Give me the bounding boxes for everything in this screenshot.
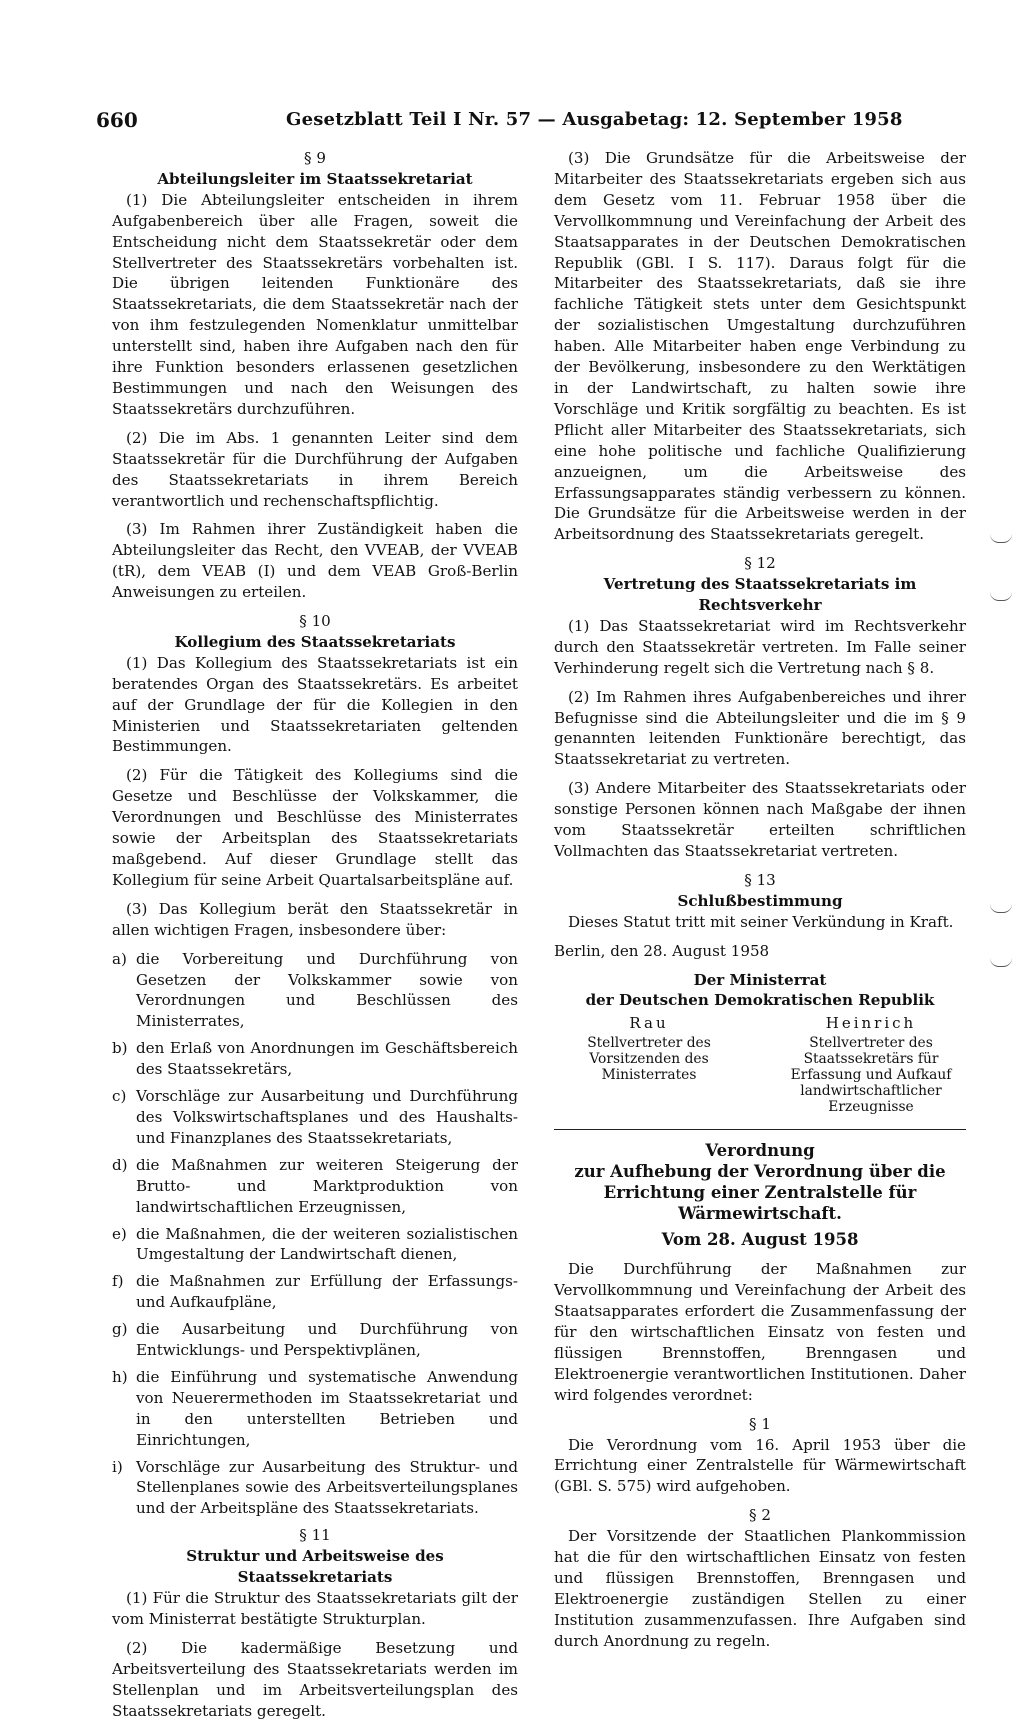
section-9-title: Abteilungsleiter im Staatssekretariat <box>157 169 473 188</box>
decree-intro: Die Durchführung der Maßnahmen zur Vervollkommnung und Vereinfachung der Arbeit des Staatsapparates erfordert die Zusammenfassung der für den wirtschaftlichen Einsatz von festen und flüssigen Brennstoffen, Brenngasen und Elektroenergie verantwortlichen Institutionen. Daher wird folgendes verordnet: <box>554 1260 966 1404</box>
section-11-paragraph-1: (1) Für die Struktur des Staatssekretariats gilt der vom Ministerrat bestätigte Strukturplan. <box>112 1589 518 1628</box>
list-item <box>112 1038 518 1080</box>
decree-section-1-number: § 1 <box>749 1414 771 1433</box>
list-item <box>112 1457 518 1520</box>
list-item <box>112 1086 518 1149</box>
signature-authority-line-2: der Deutschen Demokratischen Republik <box>585 991 935 1010</box>
section-12-paragraph-3: (3) Andere Mitarbeiter des Staatssekretariats oder sonstige Personen können nach Maßgabe der ihnen vom Staatssekretär erteilten schriftlichen Vollmachten das Staatssekretariat vertreten. <box>554 779 966 860</box>
list-item-label: h) <box>112 1367 128 1386</box>
margin-mark <box>990 534 1012 543</box>
list-item-label: g) <box>112 1320 128 1339</box>
decree-section-2-number: § 2 <box>749 1506 771 1525</box>
section-12-paragraph-1: (1) Das Staatssekretariat wird im Rechtsverkehr durch den Staatssekretär vertreten. Im Falle seiner Verhinderung regelt sich die Vertretung nach § 8. <box>554 616 966 677</box>
list-item-label: d) <box>112 1155 128 1174</box>
list-item-text: den Erlaß von Anordnungen im Geschäftsbereich des Staatssekretärs, <box>136 1039 518 1079</box>
decree-subtitle: zur Aufhebung der Verordnung über die Errichtung einer Zentralstelle für Wärmewirtschaft. <box>574 1162 946 1224</box>
section-10-paragraph-2: (2) Für die Tätigkeit des Kollegiums sind die Gesetze und Beschlüsse der Volkskammer, die Verordnungen und Beschlüsse des Ministerrates sowie der Arbeitsplan des Staatssekretariats maßgebend. Auf dieser Grundlage stellt das Kollegium für seine Arbeit Quartalsarbeitspläne auf. <box>112 766 518 889</box>
list-item-label: e) <box>112 1224 127 1243</box>
list-item-text: die Einführung und systematische Anwendung von Neuerermethoden im Staatssekretariat und in den unterstellten Betrieben und Einrichtungen, <box>136 1367 518 1449</box>
list-item <box>112 1271 518 1313</box>
list-item-label: b) <box>112 1039 128 1058</box>
list-item <box>112 1367 518 1451</box>
place-and-date: Berlin, den 28. August 1958 <box>554 941 770 960</box>
list-item-text: die Maßnahmen zur weiteren Steigerung der Brutto- und Marktproduktion von landwirtschaftlichen Erzeugnissen, <box>136 1155 518 1216</box>
section-13-title: Schlußbestimmung <box>677 891 843 910</box>
section-13-paragraph: Dieses Statut tritt mit seiner Verkündung in Kraft. <box>568 912 954 931</box>
section-9-paragraph-3: (3) Im Rahmen ihrer Zuständigkeit haben die Abteilungsleiter das Recht, den VVEAB, der VVEAB (tR), dem VEAB (I) und dem VEAB Groß-Berlin Anweisungen zu erteilen. <box>112 520 518 602</box>
list-item-text: die Maßnahmen zur Erfüllung der Erfassungs- und Aufkaufpläne, <box>136 1272 518 1312</box>
section-11-number: § 11 <box>299 1526 331 1545</box>
section-11-paragraph-3: (3) Die Grundsätze für die Arbeitsweise der Mitarbeiter des Staatssekretariats ergeben sich aus dem Gesetz vom 11. Februar 1958 über die Vervollkommnung und Vereinfachung der Arbeit des Staatsapparates in der Deutschen Demokratischen Republik (GBl. I S. 117). Daraus folgt für die Mitarbeiter des Staatssekretariats, daß sie ihre fachliche Tätigkeit stets unter dem Gesichtspunkt der sozialistischen Umgestaltung durchzuführen haben. Alle Mitarbeiter haben enge Verbindung zu der Bevölkerung, insbesondere zu den Werktätigen in der Landwirtschaft, zu halten sowie ihre Vorschläge und Kritik sorgfältig zu beachten. Es ist Pflicht aller Mitarbeiter des Staatssekretariats, sich eine hohe politische und fachliche Qualifizierung anzueignen, um die Arbeitsweise des Erfassungsapparates ständig verbessern zu können. Die Grundsätze für die Arbeitsweise werden in der Arbeitsordnung des Staatssekretariats geregelt. <box>554 149 966 544</box>
decree-title: Verordnung <box>705 1141 815 1161</box>
list-item-text: die Ausarbeitung und Durchführung von Entwicklungs- und Perspektivplänen, <box>136 1320 518 1360</box>
signature-right <box>776 1015 966 1115</box>
margin-mark <box>990 592 1012 601</box>
signatory-name-right: Heinrich <box>825 1014 917 1033</box>
signatory-name-left: Rau <box>629 1014 669 1033</box>
signatory-role-right: Stellvertreter des Staatssekretärs für Erfassung und Aufkauf landwirtschaftlicher Erzeugnisse <box>790 1035 952 1116</box>
section-12-number: § 12 <box>744 554 776 573</box>
page-number: 660 <box>96 108 138 132</box>
decree-section-1-text: Die Verordnung vom 16. April 1953 über die Errichtung einer Zentralstelle für Wärmewirtschaft (GBl. S. 575) wird aufgehoben. <box>554 1435 966 1496</box>
section-11-title: Struktur und Arbeitsweise des Staatssekretariats <box>186 1547 444 1587</box>
signature-authority-line-1: Der Ministerrat <box>693 970 827 989</box>
section-13-number: § 13 <box>744 870 776 889</box>
section-12-title: Vertretung des Staatssekretariats im Rechtsverkehr <box>603 575 917 615</box>
section-9-paragraph-1: (1) Die Abteilungsleiter entscheiden in ihrem Aufgabenbereich über alle Fragen, soweit die Entscheidung nicht dem Staatssekretär oder dem Stellvertreter des Staatssekretärs vorbehalten ist. Die übrigen leitenden Funktionäre des Staatssekretariats, die dem Staatssekretär nach der von ihm festzulegenden Nomenklatur unmittelbar unterstellt sind, haben ihre Aufgaben nach den für ihre Funktion besonders erlassenen gesetzlichen Bestimmungen und nach den Weisungen des Staatssekretärs durchzuführen. <box>112 190 518 418</box>
right-column <box>554 148 966 1660</box>
section-12-paragraph-2: (2) Im Rahmen ihres Aufgabenbereiches und ihrer Befugnisse sind die Abteilungsleiter und die im § 9 genannten leitenden Funktionäre berechtigt, das Staatssekretariat zu vertreten. <box>554 687 966 769</box>
list-item-label: f) <box>112 1272 124 1291</box>
section-10-paragraph-1: (1) Das Kollegium des Staatssekretariats ist ein beratendes Organ des Staatssekretärs. Es arbeitet auf der Grundlage der für die Kollegien in den Ministerien und Staatssekretariaten geltenden Bestimmungen. <box>112 653 518 756</box>
decree-date: Vom 28. August 1958 <box>661 1230 859 1250</box>
margin-mark <box>990 958 1012 967</box>
list-item <box>112 1155 518 1218</box>
section-10-title: Kollegium des Staatssekretariats <box>174 632 456 651</box>
list-item <box>112 949 518 1033</box>
list-item-label: a) <box>112 949 127 968</box>
section-10-paragraph-3: (3) Das Kollegium berät den Staatssekretär in allen wichtigen Fragen, insbesondere über: <box>112 899 518 939</box>
list-item <box>112 1224 518 1266</box>
page-header <box>0 108 1024 136</box>
list-item-label: c) <box>112 1087 127 1106</box>
left-column <box>112 148 518 1729</box>
list-item-text: Vorschläge zur Ausarbeitung und Durchführung des Volkswirtschaftsplanes und des Haushalts- und Finanzplanes des Staatssekretariats, <box>136 1087 518 1147</box>
section-9-number: § 9 <box>304 149 326 167</box>
signature-block <box>554 1015 966 1115</box>
list-item-text: Vorschläge zur Ausarbeitung des Struktur- und Stellenplanes sowie des Arbeitsverteilungsplanes und der Arbeitspläne des Staatssekretariats. <box>136 1457 518 1518</box>
list-item-text: die Maßnahmen, die der weiteren sozialistischen Umgestaltung der Landwirtschaft dienen, <box>136 1224 518 1264</box>
margin-mark <box>990 904 1012 913</box>
section-9-paragraph-2: (2) Die im Abs. 1 genannten Leiter sind dem Staatssekretär für die Durchführung der Aufgaben des Staatssekretariats in ihrem Bereich verantwortlich und rechenschaftspflichtig. <box>112 428 518 510</box>
section-11-paragraph-2: (2) Die kadermäßige Besetzung und Arbeitsverteilung des Staatssekretariats werden im Stellenplan und im Arbeitsverteilungsplan des Staatssekretariats geregelt. <box>112 1638 518 1720</box>
signatory-role-left: Stellvertreter des Vorsitzenden des Ministerrates <box>587 1035 711 1084</box>
list-item-text: die Vorbereitung und Durchführung von Gesetzen der Volkskammer sowie von Verordnungen und Beschlüssen des Ministerrates, <box>136 949 518 1031</box>
list-item <box>112 1319 518 1361</box>
list-item-label: i) <box>112 1457 123 1476</box>
section-divider <box>554 1129 966 1130</box>
section-10-number: § 10 <box>299 612 331 631</box>
header-title: Gesetzblatt Teil I Nr. 57 — Ausgabetag: 12. September 1958 <box>286 109 903 130</box>
decree-section-2-text: Der Vorsitzende der Staatlichen Plankommission hat die für den wirtschaftlichen Einsatz von festen und flüssigen Brennstoffen, Brenngasen und Elektroenergie zuständigen Stellen zu einer Institution zusammenzufassen. Ihre Aufgaben sind durch Anordnung zu regeln. <box>554 1527 966 1650</box>
signature-left <box>554 1015 744 1115</box>
